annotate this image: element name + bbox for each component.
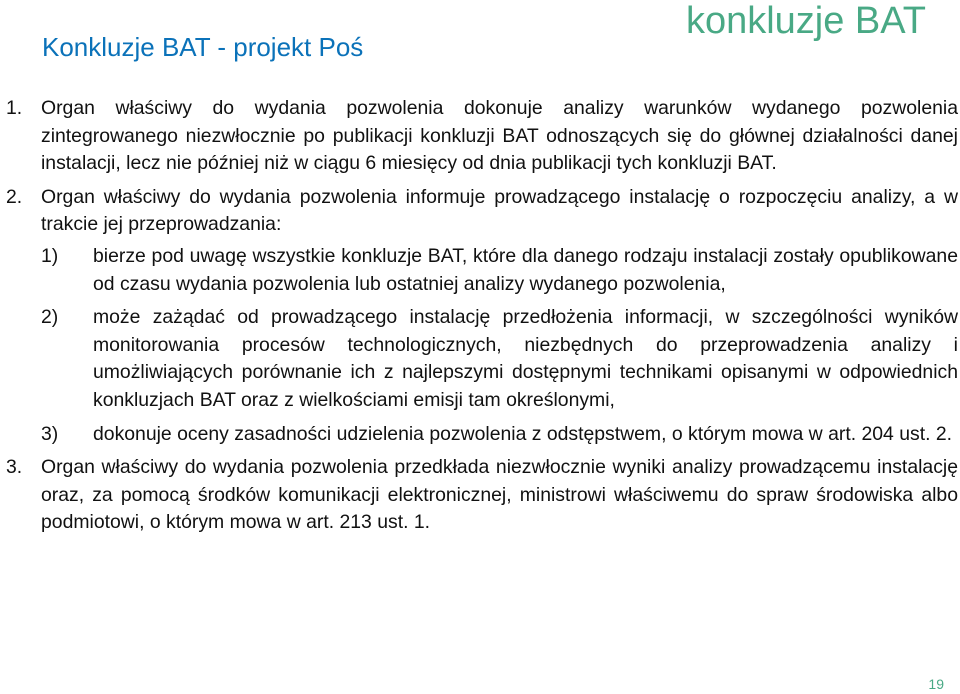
sub-item-text: może zażądać od prowadzącego instalację przedłożenia informacji, w szczególności wyników monitorowania procesów technologicznych, niezbędnych do przeprowadzenia analizy i umożliwiających porównanie ich z najlepszymi dostępnymi technikami opisanymi w odpowiednich konkluzjach BAT oraz z wielkościami emisji tam określonymi, <box>93 306 958 411</box>
sub-item-3 <box>41 421 958 449</box>
list-item-3 <box>6 454 958 537</box>
item-text: Organ właściwy do wydania pozwolenia dokonuje analizy warunków wydanego pozwolenia zintegrowanego niezwłocznie po publikacji konkluzji BAT odnoszących się do głównej działalności danej instalacji, lecz nie później niż w ciągu 6 miesięcy od dnia publikacji tych konkluzji BAT. <box>41 97 958 175</box>
sub-item-number: 1) <box>41 244 59 267</box>
corner-title: konkluzje BAT <box>685 0 926 42</box>
item-number: 3. <box>6 456 23 479</box>
sub-item-text: bierze pod uwagę wszystkie konkluzje BAT, które dla danego rodzaju instalacji zostały opublikowane od czasu wydania pozwolenia lub ostatniej analizy wydanego pozwolenia, <box>93 244 958 295</box>
item-text: Organ właściwy do wydania pozwolenia przedkłada niezwłocznie wyniki analizy prowadzącemu instalację oraz, za pomocą środków komunikacji elektronicznej, ministrowi właściwemu do spraw środowiska albo podmiotowi, o którym mowa w art. 213 ust. 1. <box>41 456 958 534</box>
sub-item-number: 3) <box>41 422 59 445</box>
list-item-1 <box>6 95 958 178</box>
list-item-2 <box>6 184 958 448</box>
item-number: 2. <box>6 185 23 208</box>
page-number: 19 <box>928 676 944 692</box>
sub-item-text: dokonuje oceny zasadności udzielenia pozwolenia z odstępstwem, o którym mowa w art. 204 ust. 2. <box>93 422 953 445</box>
slide-title: Konkluzje BAT - projekt Poś <box>42 32 364 62</box>
sub-item-number: 2) <box>41 306 59 329</box>
slide-content <box>6 95 958 543</box>
sub-list <box>41 243 958 448</box>
sub-item-1 <box>41 243 958 298</box>
sub-item-2 <box>41 304 958 414</box>
item-text: Organ właściwy do wydania pozwolenia informuje prowadzącego instalację o rozpoczęciu analizy, a w trakcie jej przeprowadzania: <box>41 185 958 236</box>
item-number: 1. <box>6 97 23 119</box>
